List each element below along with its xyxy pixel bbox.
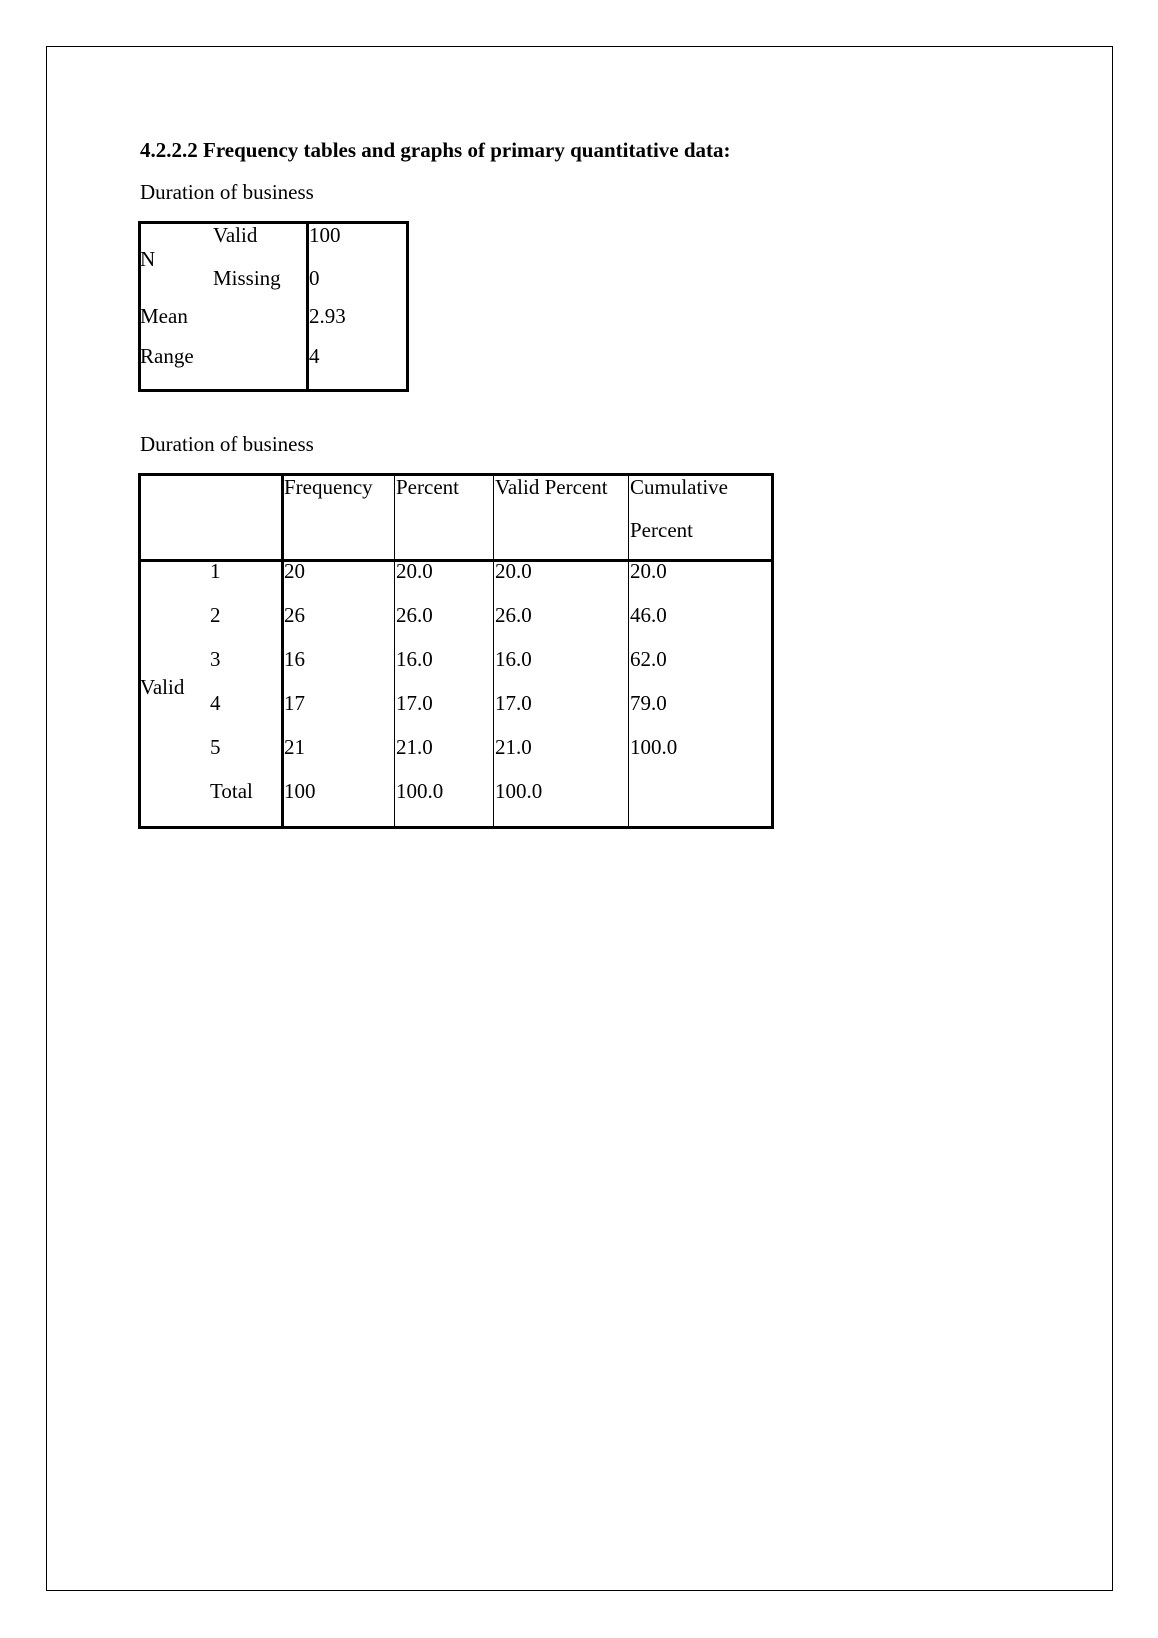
statistics-table xyxy=(138,221,409,392)
missing-value: 0 xyxy=(309,266,320,290)
mean-label: Mean xyxy=(140,304,188,328)
column-divider xyxy=(394,473,395,829)
header-valid-percent: Valid Percent xyxy=(495,475,608,499)
column-divider xyxy=(493,473,494,829)
row-valid-percent: 16.0 xyxy=(495,647,532,671)
row-value: 3 xyxy=(210,647,221,671)
row-cumulative: 62.0 xyxy=(630,647,667,671)
row-valid-percent: 100.0 xyxy=(495,779,543,803)
range-label: Range xyxy=(140,344,194,368)
row-cumulative: 79.0 xyxy=(630,691,667,715)
row-percent: 26.0 xyxy=(396,603,433,627)
group-label-valid: Valid xyxy=(140,675,185,699)
row-frequency: 21 xyxy=(284,735,305,759)
mean-value: 2.93 xyxy=(309,304,346,328)
row-valid-percent: 17.0 xyxy=(495,691,532,715)
header-percent: Percent xyxy=(396,475,459,499)
row-percent: 16.0 xyxy=(396,647,433,671)
header-divider xyxy=(138,559,774,562)
row-cumulative: 100.0 xyxy=(630,735,678,759)
missing-label: Missing xyxy=(213,266,281,290)
header-cumulative: Cumulative xyxy=(630,475,728,499)
row-cumulative: 20.0 xyxy=(630,559,667,583)
row-value: 2 xyxy=(210,603,221,627)
row-value: 5 xyxy=(210,735,221,759)
valid-label: Valid xyxy=(213,223,258,247)
header-cumulative-percent: Percent xyxy=(630,518,693,542)
row-frequency: 100 xyxy=(284,779,316,803)
column-divider xyxy=(628,473,629,829)
row-valid-percent: 20.0 xyxy=(495,559,532,583)
row-frequency: 20 xyxy=(284,559,305,583)
section-heading: 4.2.2.2 Frequency tables and graphs of primary quantitative data: xyxy=(140,138,731,162)
header-frequency: Frequency xyxy=(284,475,373,499)
row-percent: 20.0 xyxy=(396,559,433,583)
stats-table-caption: Duration of business xyxy=(140,180,314,204)
row-cumulative: 46.0 xyxy=(630,603,667,627)
frequency-table xyxy=(138,473,774,829)
valid-value: 100 xyxy=(309,223,341,247)
row-value: 4 xyxy=(210,691,221,715)
n-label: N xyxy=(140,247,156,271)
row-value: 1 xyxy=(210,559,221,583)
row-value: Total xyxy=(210,779,253,803)
range-value: 4 xyxy=(309,344,320,368)
row-frequency: 16 xyxy=(284,647,305,671)
row-percent: 100.0 xyxy=(396,779,444,803)
row-percent: 21.0 xyxy=(396,735,433,759)
row-frequency: 17 xyxy=(284,691,305,715)
row-frequency: 26 xyxy=(284,603,305,627)
row-valid-percent: 26.0 xyxy=(495,603,532,627)
row-percent: 17.0 xyxy=(396,691,433,715)
row-valid-percent: 21.0 xyxy=(495,735,532,759)
frequency-table-caption: Duration of business xyxy=(140,432,314,456)
